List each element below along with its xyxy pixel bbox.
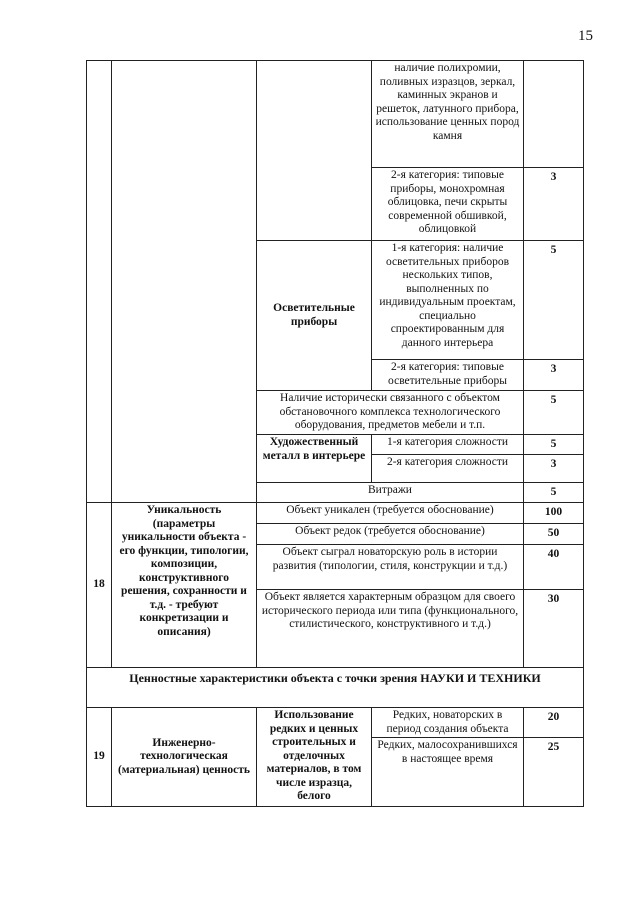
lighting-label: Осветительные приборы <box>257 241 372 391</box>
criterion-title: Уникальность (параметры уникальности объекта - его функции, типологии, композиции, конструктивного решения, сохранности и т.д. - требуют конкретизации и описания) <box>112 503 257 668</box>
score-cell: 40 <box>524 545 584 590</box>
description-cell: 2-я категория: типовые осветительные приборы <box>372 360 524 391</box>
description-cell: наличие полихромии, поливных изразцов, зеркал, каминных экранов и решеток, латунного прибора, использование ценных пород камня <box>372 61 524 168</box>
page-number: 15 <box>578 28 593 44</box>
score-cell: 100 <box>524 503 584 524</box>
score-cell: 5 <box>524 435 584 455</box>
section-row <box>87 668 584 708</box>
score-cell: 20 <box>524 708 584 738</box>
description-cell: Наличие исторически связанного с объектом обстановочного комплекса технологического оборудования, предметов мебели и т.п. <box>257 391 524 435</box>
subcriterion-cell <box>257 61 372 241</box>
score-cell: 50 <box>524 524 584 545</box>
table-row <box>87 708 584 738</box>
score-cell: 5 <box>524 391 584 435</box>
criterion-cell <box>112 61 257 503</box>
description-cell: Витражи <box>257 483 524 503</box>
description-cell: Объект является характерным образцом для своего исторического периода или типа (функционального, стилистического, конструктивного и т.д.) <box>257 590 524 668</box>
criteria-table <box>86 60 584 807</box>
score-cell: 3 <box>524 168 584 241</box>
description-cell: Редких, новаторских в период создания объекта <box>372 708 524 738</box>
description-cell: 2-я категория: типовые приборы, монохромная облицовка, печи скрыты современной обшивкой, облицовкой <box>372 168 524 241</box>
description-cell: 1-я категория: наличие осветительных приборов нескольких типов, выполненных по индивидуальным проектам, специально спроектированным для данного интерьера <box>372 241 524 360</box>
section-title: Ценностные характеристики объекта с точки зрения НАУКИ И ТЕХНИКИ <box>87 668 584 708</box>
score-cell: 25 <box>524 738 584 807</box>
description-cell: Объект уникален (требуется обоснование) <box>257 503 524 524</box>
description-cell: 2-я категория сложности <box>372 455 524 483</box>
table-row <box>87 503 584 524</box>
metal-label: Художественный металл в интерьере <box>257 435 372 483</box>
table-row <box>87 61 584 168</box>
description-cell: Объект сыграл новаторскую роль в истории развития (типологии, стиля, конструкции и т.д.) <box>257 545 524 590</box>
score-cell: 5 <box>524 483 584 503</box>
score-cell: 5 <box>524 241 584 360</box>
score-cell: 3 <box>524 360 584 391</box>
description-cell: Объект редок (требуется обоснование) <box>257 524 524 545</box>
row-number: 18 <box>87 503 112 668</box>
num-cell <box>87 61 112 503</box>
criterion-title: Инженерно-технологическая (материальная) ценность <box>112 708 257 807</box>
score-cell <box>524 61 584 168</box>
row-number: 19 <box>87 708 112 807</box>
score-cell: 30 <box>524 590 584 668</box>
subcriterion-title: Использование редких и ценных строительных и отделочных материалов, в том числе изразца, белого <box>257 708 372 807</box>
description-cell: 1-я категория сложности <box>372 435 524 455</box>
description-cell: Редких, малосохранившихся в настоящее время <box>372 738 524 807</box>
score-cell: 3 <box>524 455 584 483</box>
